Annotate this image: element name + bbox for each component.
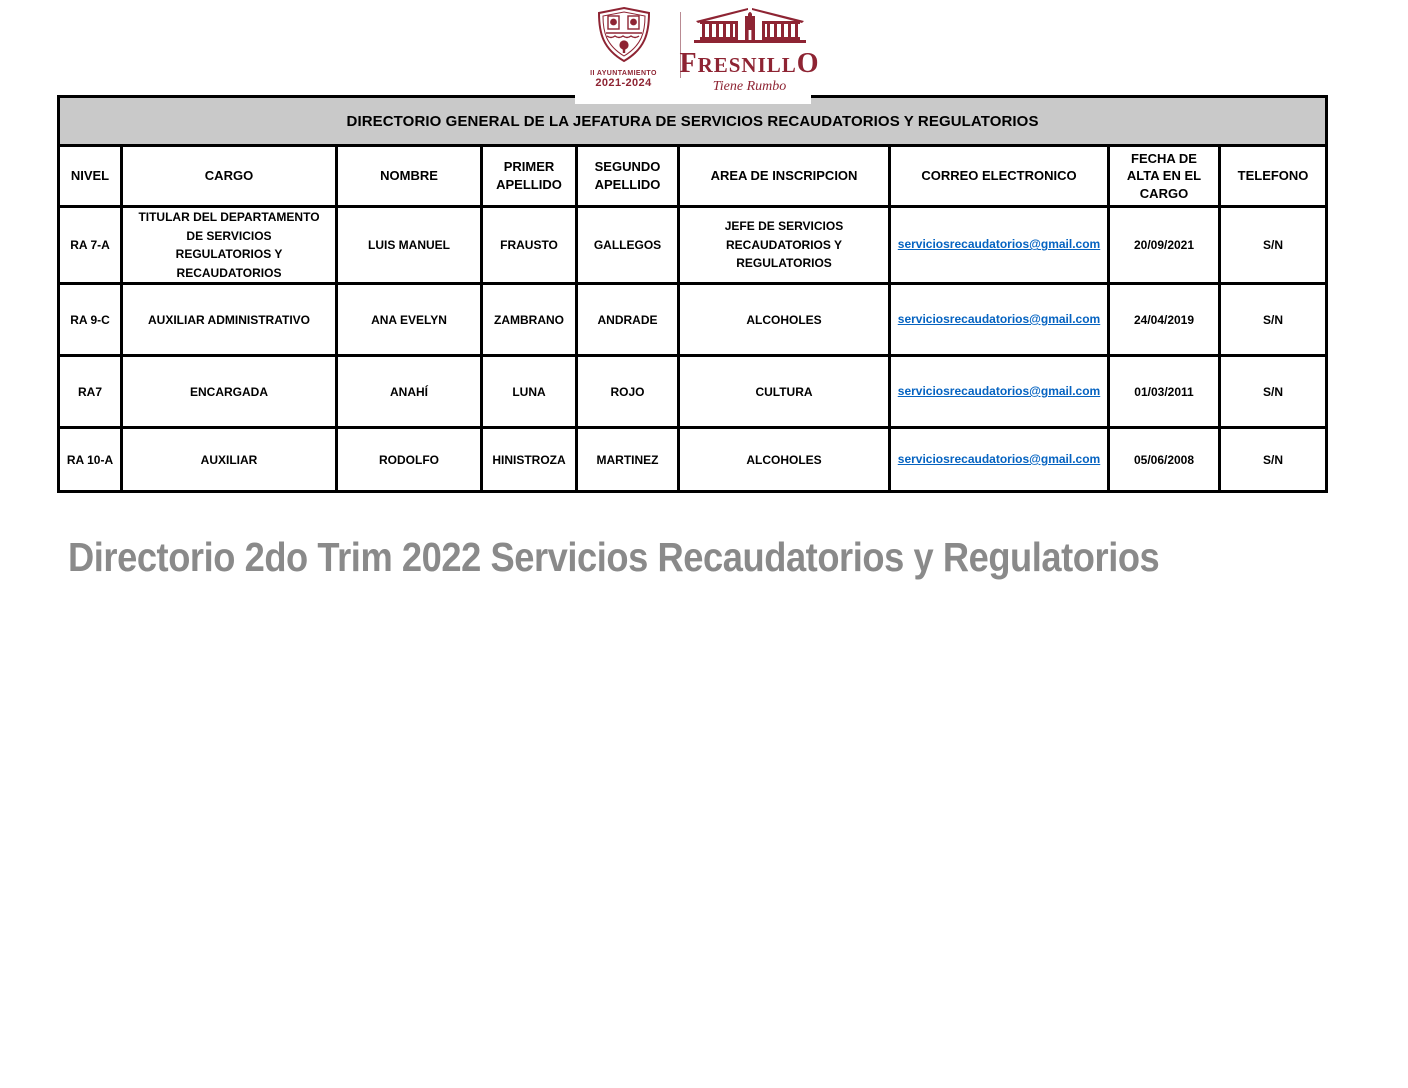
fresnillo-wordmark-block [679, 6, 820, 94]
cell-nivel: RA 10-A [59, 428, 122, 492]
table-header-row [59, 146, 1327, 207]
cell-telefono: S/N [1220, 207, 1327, 284]
col-header-nivel: NIVEL [59, 146, 122, 207]
col-header-telefono: TELEFONO [1220, 146, 1327, 207]
directory-table-wrap [57, 95, 1328, 493]
fresnillo-wordmark: FRESNILLO [679, 48, 820, 79]
cell-telefono: S/N [1220, 356, 1327, 428]
building-icon [694, 6, 806, 49]
col-header-cargo: CARGO [122, 146, 337, 207]
col-header-area: AREA DE INSCRIPCION [679, 146, 890, 207]
cell-correo [890, 284, 1109, 356]
coat-of-arms [578, 6, 670, 89]
municipal-logo [575, 2, 820, 104]
cell-fecha-alta: 05/06/2008 [1109, 428, 1220, 492]
col-header-correo: CORREO ELECTRONICO [890, 146, 1109, 207]
table-row [59, 284, 1327, 356]
cell-cargo: AUXILIAR ADMINISTRATIVO [122, 284, 337, 356]
crest-caption-years: 2021-2024 [595, 77, 652, 89]
cell-correo [890, 428, 1109, 492]
email-link[interactable]: serviciosrecaudatorios@gmail.com [897, 451, 1101, 466]
cell-nivel: RA7 [59, 356, 122, 428]
crest-caption-ayuntamiento: II AYUNTAMIENTO [590, 70, 657, 77]
cell-primer-apellido: FRAUSTO [482, 207, 577, 284]
cell-nombre: ANA EVELYN [337, 284, 482, 356]
cell-cargo: ENCARGADA [122, 356, 337, 428]
email-link[interactable]: serviciosrecaudatorios@gmail.com [897, 383, 1101, 398]
cell-nombre: LUIS MANUEL [337, 207, 482, 284]
directory-table [57, 95, 1328, 493]
cell-correo [890, 207, 1109, 284]
cell-segundo-apellido: ANDRADE [577, 284, 679, 356]
cell-primer-apellido: LUNA [482, 356, 577, 428]
cell-fecha-alta: 24/04/2019 [1109, 284, 1220, 356]
fresnillo-tagline: Tiene Rumbo [712, 79, 787, 94]
col-header-nombre: NOMBRE [337, 146, 482, 207]
email-link[interactable]: serviciosrecaudatorios@gmail.com [897, 237, 1101, 252]
table-row [59, 207, 1327, 284]
cell-telefono: S/N [1220, 284, 1327, 356]
table-title: DIRECTORIO GENERAL DE LA JEFATURA DE SERVICIOS RECAUDATORIOS Y REGULATORIOS [59, 97, 1327, 146]
cell-nivel: RA 7-A [59, 207, 122, 284]
email-link[interactable]: serviciosrecaudatorios@gmail.com [897, 311, 1101, 326]
cell-area: ALCOHOLES [679, 284, 890, 356]
cell-cargo: AUXILIAR [122, 428, 337, 492]
cell-segundo-apellido: MARTINEZ [577, 428, 679, 492]
col-header-primer-apellido: PRIMER APELLIDO [482, 146, 577, 207]
cell-nombre: ANAHÍ [337, 356, 482, 428]
cell-area: ALCOHOLES [679, 428, 890, 492]
col-header-segundo-apellido: SEGUNDO APELLIDO [577, 146, 679, 207]
cell-telefono: S/N [1220, 428, 1327, 492]
table-row [59, 356, 1327, 428]
col-header-fecha-alta: FECHA DE ALTA EN EL CARGO [1109, 146, 1220, 207]
cell-correo [890, 356, 1109, 428]
cell-nombre: RODOLFO [337, 428, 482, 492]
document-caption: Directorio 2do Trim 2022 Servicios Recaudatorios y Regulatorios [68, 534, 1160, 580]
cell-segundo-apellido: GALLEGOS [577, 207, 679, 284]
cell-cargo: TITULAR DEL DEPARTAMENTO DE SERVICIOS REGULATORIOS Y RECAUDATORIOS [122, 207, 337, 284]
cell-area: JEFE DE SERVICIOS RECAUDATORIOS Y REGULATORIOS [679, 207, 890, 284]
cell-fecha-alta: 20/09/2021 [1109, 207, 1220, 284]
cell-primer-apellido: ZAMBRANO [482, 284, 577, 356]
cell-fecha-alta: 01/03/2011 [1109, 356, 1220, 428]
cell-nivel: RA 9-C [59, 284, 122, 356]
table-row [59, 428, 1327, 492]
cell-area: CULTURA [679, 356, 890, 428]
cell-segundo-apellido: ROJO [577, 356, 679, 428]
crest-icon [594, 6, 654, 69]
cell-primer-apellido: HINISTROZA [482, 428, 577, 492]
